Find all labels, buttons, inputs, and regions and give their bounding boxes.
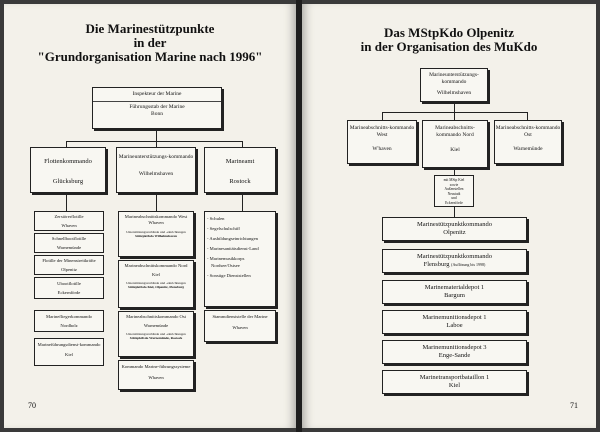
unit-name: Schnellbootflotille (51, 236, 87, 241)
marineamt-list-box (204, 211, 276, 307)
unit-stp: StützpktKdo Warnemünde, Rostock (129, 336, 183, 341)
left-title-line: "Grundorganisation Marine nach 1996" (37, 49, 263, 64)
amt-item: - Ausbildungseinrichtungen (207, 236, 258, 241)
unit-sub: Unterstützungsverbände und -einrichtungen (126, 230, 186, 234)
unit-place: Eckernförde (57, 290, 81, 295)
box-label: Marineunterstützungs-kommando (429, 72, 479, 85)
unit-box-olpenitz (382, 217, 527, 241)
box-place: Wilhelmshaven (436, 90, 472, 96)
unit-place: Flensburg (423, 261, 450, 268)
note-line: sowie (449, 182, 459, 187)
unit-name: Marinefliegerkommando (46, 314, 92, 319)
note-line: Außenstellen (444, 187, 464, 192)
note-line: Eckernförde (445, 200, 463, 205)
note-box (434, 175, 474, 207)
box-label: Führungsstab der Marine (129, 104, 185, 110)
unit-stp: StützpktKdo Kiel, Olpenitz, Flensburg (127, 285, 185, 290)
amt-item: - Sonstige Dienststellen (207, 273, 251, 278)
mabschnkdo-box (118, 311, 194, 357)
unit-name: Flotille der Minenstreitkräfte (42, 258, 96, 263)
unit-box-kiel (382, 370, 527, 394)
unit-sub: Unterstützungsverbände und -einrichtungen (126, 281, 186, 285)
unit-box-bargum (382, 280, 527, 304)
unit-name: Marineabschnittskommando Nord (124, 263, 188, 268)
mabschnkdo-box (118, 260, 194, 308)
unit-place: Enge-Sande (438, 352, 471, 359)
box-label: Marineabschnitts-kommando Ost (495, 125, 561, 138)
connector-line (66, 195, 67, 211)
flotte-unit-box (34, 338, 104, 366)
unit-box-flensburg (382, 249, 527, 273)
amt-item: - Segelschulschiff (207, 226, 240, 231)
box-label: Marineabschnitts-kommando West (349, 125, 415, 138)
box-label: Marineamt (225, 158, 255, 165)
unit-name: Zerstörerflotille (54, 214, 84, 219)
unit-place: Warnemünde (56, 245, 82, 250)
unit-place: Whaven (61, 223, 77, 228)
unit-place: Laboe (446, 322, 463, 329)
connector-line (382, 112, 383, 120)
stammdienststelle-box (204, 310, 276, 342)
right-title-line: Das MStpKdo Olpenitz (383, 25, 514, 40)
unit-place: Kiel (152, 272, 160, 277)
left-page (4, 4, 296, 428)
box-place: Wilhelmshaven (138, 171, 174, 177)
page-number: 71 (570, 401, 578, 410)
left-page-title (4, 22, 296, 64)
unit-name: Marinemunitionsdepot 1 (422, 314, 487, 321)
unit-name: Ubootflotille (57, 281, 81, 286)
unit-name: Marinemunitionsdepot 3 (422, 344, 487, 351)
inspekteur-box (92, 87, 222, 129)
box-label: Flottenkommando (44, 158, 92, 165)
flotte-unit-box (34, 211, 104, 231)
marineamt-box (204, 147, 276, 193)
flottenkommando-box (30, 147, 106, 193)
flotte-unit-box (34, 277, 104, 299)
flotte-unit-box (34, 255, 104, 275)
abschnitt-box-ost (494, 120, 562, 164)
unit-place: Whaven (232, 325, 248, 330)
amt-item: - Schulen (207, 216, 225, 221)
unit-name: Marineabschnittskommando West (124, 214, 188, 219)
connector-line (454, 104, 455, 112)
unit-place: Warnemünde (143, 323, 169, 328)
box-place: Warnemünde (513, 146, 543, 152)
note-line: und (451, 196, 457, 201)
unit-place: Olpenitz (61, 267, 77, 272)
right-page-title (302, 26, 596, 54)
note-line: mit MStp Kiel (443, 178, 465, 182)
unit-place: Olpenitz (443, 229, 466, 236)
box-place: Glücksburg (52, 178, 84, 185)
unit-place: Whaven (148, 375, 164, 380)
abschnitt-box-west (347, 120, 417, 164)
flotte-unit-box (34, 233, 104, 253)
unit-place: Bargum (444, 292, 465, 299)
mukdo-box (116, 147, 196, 193)
left-title-line: in der (133, 35, 167, 50)
connector-line (156, 195, 157, 211)
connector-line (527, 112, 528, 120)
right-page (302, 4, 596, 428)
unit-place: Nordholz (60, 323, 78, 328)
unit-sub: Unterstützungsverbände und -einrichtungen (126, 332, 186, 336)
mabschnkdo-box (118, 360, 194, 390)
connector-line (156, 131, 157, 141)
unit-name: Marineabschnittskommando Ost (126, 314, 186, 319)
page-number: 70 (28, 401, 36, 410)
unit-stp: StützpktKdo Wilhelmshaven (135, 234, 177, 239)
box-place: W'haven (372, 146, 392, 152)
connector-line (454, 207, 455, 217)
box-label: Marineunterstützungs-kommando (118, 154, 194, 160)
connector-line (454, 112, 455, 120)
unit-name: Marinematerialdepot 1 (424, 284, 485, 291)
flotte-unit-box (34, 310, 104, 332)
left-title-line: Die Marinestützpunkte (85, 21, 215, 36)
connector-line (242, 195, 243, 211)
unit-place: Kiel (448, 382, 461, 389)
abschnitt-box-nord (422, 120, 488, 168)
box-place: Rostock (229, 178, 251, 185)
box-label: Marineabschnitts-kommando Nord (435, 125, 475, 138)
mabschnkdo-box (118, 211, 194, 257)
unit-name: Stammdienststelle der Marine (212, 314, 268, 319)
unit-place: Whaven (148, 220, 164, 225)
unit-place: Kiel (65, 352, 73, 357)
amt-item: - Marinesanitätsdienst-Land (207, 246, 259, 251)
right-title-line: in der Organisation des MuKdo (360, 39, 538, 54)
unit-name: Marineführungsdienst-kommando (37, 342, 101, 347)
unit-name: Marinestützpunktkommando (416, 253, 493, 260)
unit-extra: (Auflösung bis 1998) (451, 262, 486, 267)
note-line: Neustadt (447, 191, 461, 196)
unit-name: Kommando Marine-führungssysteme (121, 364, 191, 369)
unit-box-laboe (382, 310, 527, 334)
mukdo-top-box (420, 68, 488, 102)
box-label: Bonn (151, 111, 163, 117)
connector-line (66, 141, 242, 142)
amt-item: - Marinemusikkorps (207, 256, 245, 261)
amt-item: Nordsee/Ostsee (211, 263, 240, 268)
unit-name: Marinetransportbataillon 1 (419, 374, 490, 381)
unit-name: Marinestützpunktkommando (416, 221, 493, 228)
box-place: Kiel (450, 147, 460, 153)
box-label: Inspekteur der Marine (132, 91, 182, 97)
unit-box-enge-sande (382, 340, 527, 364)
